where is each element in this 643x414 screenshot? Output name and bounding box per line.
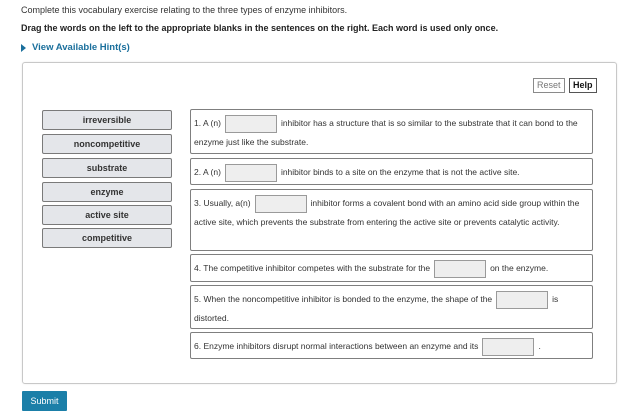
sentence-5: [190, 285, 593, 329]
sentence-3-before: 3. Usually, a(n): [194, 198, 251, 208]
word-substrate[interactable]: substrate: [42, 158, 172, 178]
drop-target-6[interactable]: [482, 338, 534, 356]
instructions-text: Drag the words on the left to the appropriate blanks in the sentences on the right. Each word is used only once.: [21, 23, 499, 33]
drop-target-5[interactable]: [496, 291, 548, 309]
sentence-2: [190, 158, 593, 185]
sentence-6-before: 6. Enzyme inhibitors disrupt normal interactions between an enzyme and its: [194, 341, 479, 351]
sentence-6: [190, 332, 593, 359]
drop-target-4[interactable]: [434, 260, 486, 278]
sentence-2-before: 2. A (n): [194, 167, 221, 177]
drop-target-3[interactable]: [255, 195, 307, 213]
caret-right-icon: [21, 44, 26, 52]
sentence-5-after: is distorted.: [194, 294, 559, 323]
sentence-3: [190, 189, 593, 251]
intro-text: Complete this vocabulary exercise relating to the three types of enzyme inhibitors.: [21, 5, 348, 15]
help-button[interactable]: Help: [569, 78, 597, 93]
sentence-6-after: .: [538, 341, 541, 351]
view-hints-link[interactable]: [21, 42, 130, 53]
submit-button[interactable]: Submit: [22, 391, 67, 411]
word-competitive[interactable]: competitive: [42, 228, 172, 248]
drop-target-2[interactable]: [225, 164, 277, 182]
sentence-3-after: inhibitor forms a covalent bond with an amino acid side group within the active site, which prevents the substrate from entering the active site or prevents catalytic activity.: [194, 198, 580, 227]
word-noncompetitive[interactable]: noncompetitive: [42, 134, 172, 154]
word-active-site[interactable]: active site: [42, 205, 172, 225]
sentence-1-after: inhibitor has a structure that is so similar to the substrate that it can bond to the enzyme just like the substrate.: [194, 118, 578, 147]
word-irreversible[interactable]: irreversible: [42, 110, 172, 130]
sentence-4-before: 4. The competitive inhibitor competes with the substrate for the: [194, 263, 431, 273]
sentence-4-after: on the enzyme.: [490, 263, 549, 273]
word-enzyme[interactable]: enzyme: [42, 182, 172, 202]
sentence-1-before: 1. A (n): [194, 118, 221, 128]
sentence-2-after: inhibitor binds to a site on the enzyme that is not the active site.: [280, 167, 520, 177]
sentence-1: [190, 109, 593, 154]
sentence-5-before: 5. When the noncompetitive inhibitor is bonded to the enzyme, the shape of the: [194, 294, 493, 304]
view-hints-label: View Available Hint(s): [32, 42, 130, 53]
reset-button[interactable]: Reset: [533, 78, 565, 93]
drop-target-1[interactable]: [225, 115, 277, 133]
sentence-4: [190, 254, 593, 282]
